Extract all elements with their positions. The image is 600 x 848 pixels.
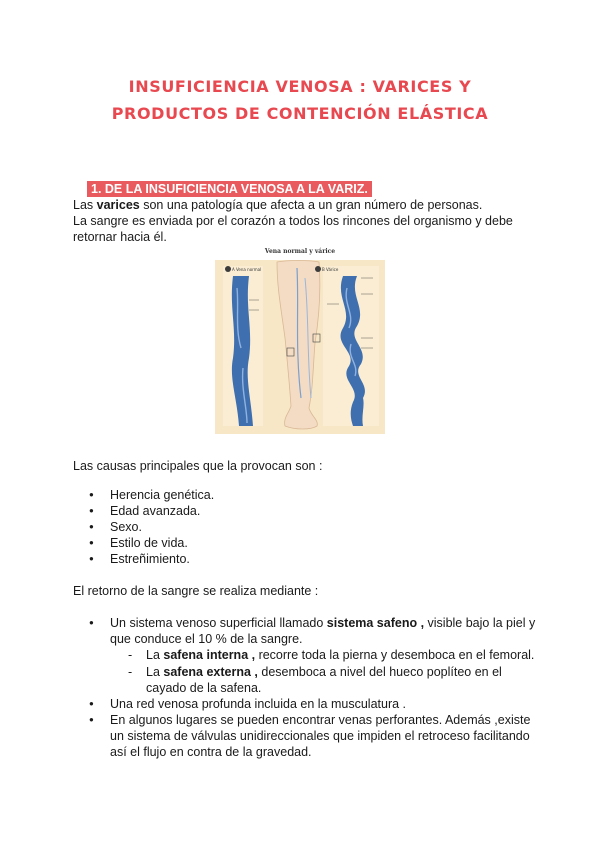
section-heading: 1. DE LA INSUFICIENCIA VENOSA A LA VARIZ. [87, 181, 372, 197]
panel-a-label: A Vena normal [232, 267, 262, 272]
sub-item-continuation: cayado de la safena. [146, 681, 262, 695]
list-item-text: Un sistema venoso superficial llamado [110, 616, 327, 630]
vein-illustration [215, 248, 385, 434]
sub-item-safena-interna [146, 647, 534, 663]
vein-illustration-graphic [215, 248, 385, 434]
list-item: ● Estreñimiento. [73, 551, 214, 567]
list-item-continuation: un sistema de válvulas unidireccionales que impiden el retroceso facilitando [110, 729, 530, 743]
intro-paragraph-1 [73, 197, 482, 213]
list-item-bold: sistema safeno , [326, 616, 425, 630]
return-list-2 [73, 696, 530, 760]
list-item: ● Herencia genética. [73, 487, 214, 503]
sub-item-bold: safena interna , [163, 648, 256, 662]
sub-item-dash: - [128, 648, 133, 662]
sub-item-text: La [146, 665, 164, 679]
list-item: ● Edad avanzada. [73, 503, 214, 519]
return-intro: El retorno de la sangre se realiza mediante : [73, 584, 319, 598]
sub-item-safena-externa [146, 664, 502, 680]
list-item-continuation: así el flujo en contra de la gravedad. [110, 745, 312, 759]
list-item: ● Una red venosa profunda incluida en la musculatura . [73, 696, 530, 712]
causes-list [73, 487, 214, 567]
panel-b-label: B Várice [322, 267, 339, 272]
return-list-1 [73, 615, 535, 647]
sub-item-text: recorre toda la pierna y desemboca en el femoral. [255, 648, 535, 662]
intro-text: Las [73, 198, 97, 212]
intro-bold-term: varices [96, 198, 140, 212]
list-item: ● Sexo. [73, 519, 214, 535]
document-title-line-1: INSUFICIENCIA VENOSA : VARICES Y [128, 77, 472, 96]
sub-item-bold: safena externa , [163, 665, 258, 679]
list-item: ● Estilo de vida. [73, 535, 214, 551]
list-item: ● En algunos lugares se pueden encontrar venas perforantes. Además ,existe [73, 712, 530, 728]
list-item-continuation: que conduce el 10 % de la sangre. [110, 632, 303, 646]
intro-paragraph-3: retornar hacia él. [73, 230, 167, 244]
list-item-text: visible bajo la piel y [424, 616, 536, 630]
document-title-line-2: PRODUCTOS DE CONTENCIÓN ELÁSTICA [111, 104, 489, 123]
sub-item-text: La [146, 648, 164, 662]
sub-item-dash: - [128, 665, 133, 679]
intro-paragraph-2: La sangre es enviada por el corazón a todos los rincones del organismo y debe [73, 214, 513, 228]
intro-text: son una patología que afecta a un gran número de personas. [139, 198, 483, 212]
figure-caption: Vena normal y várice [264, 248, 336, 255]
list-item [73, 615, 535, 631]
sub-item-text: desemboca a nivel del hueco poplíteo en el [257, 665, 502, 679]
causes-intro: Las causas principales que la provocan son : [73, 459, 323, 473]
